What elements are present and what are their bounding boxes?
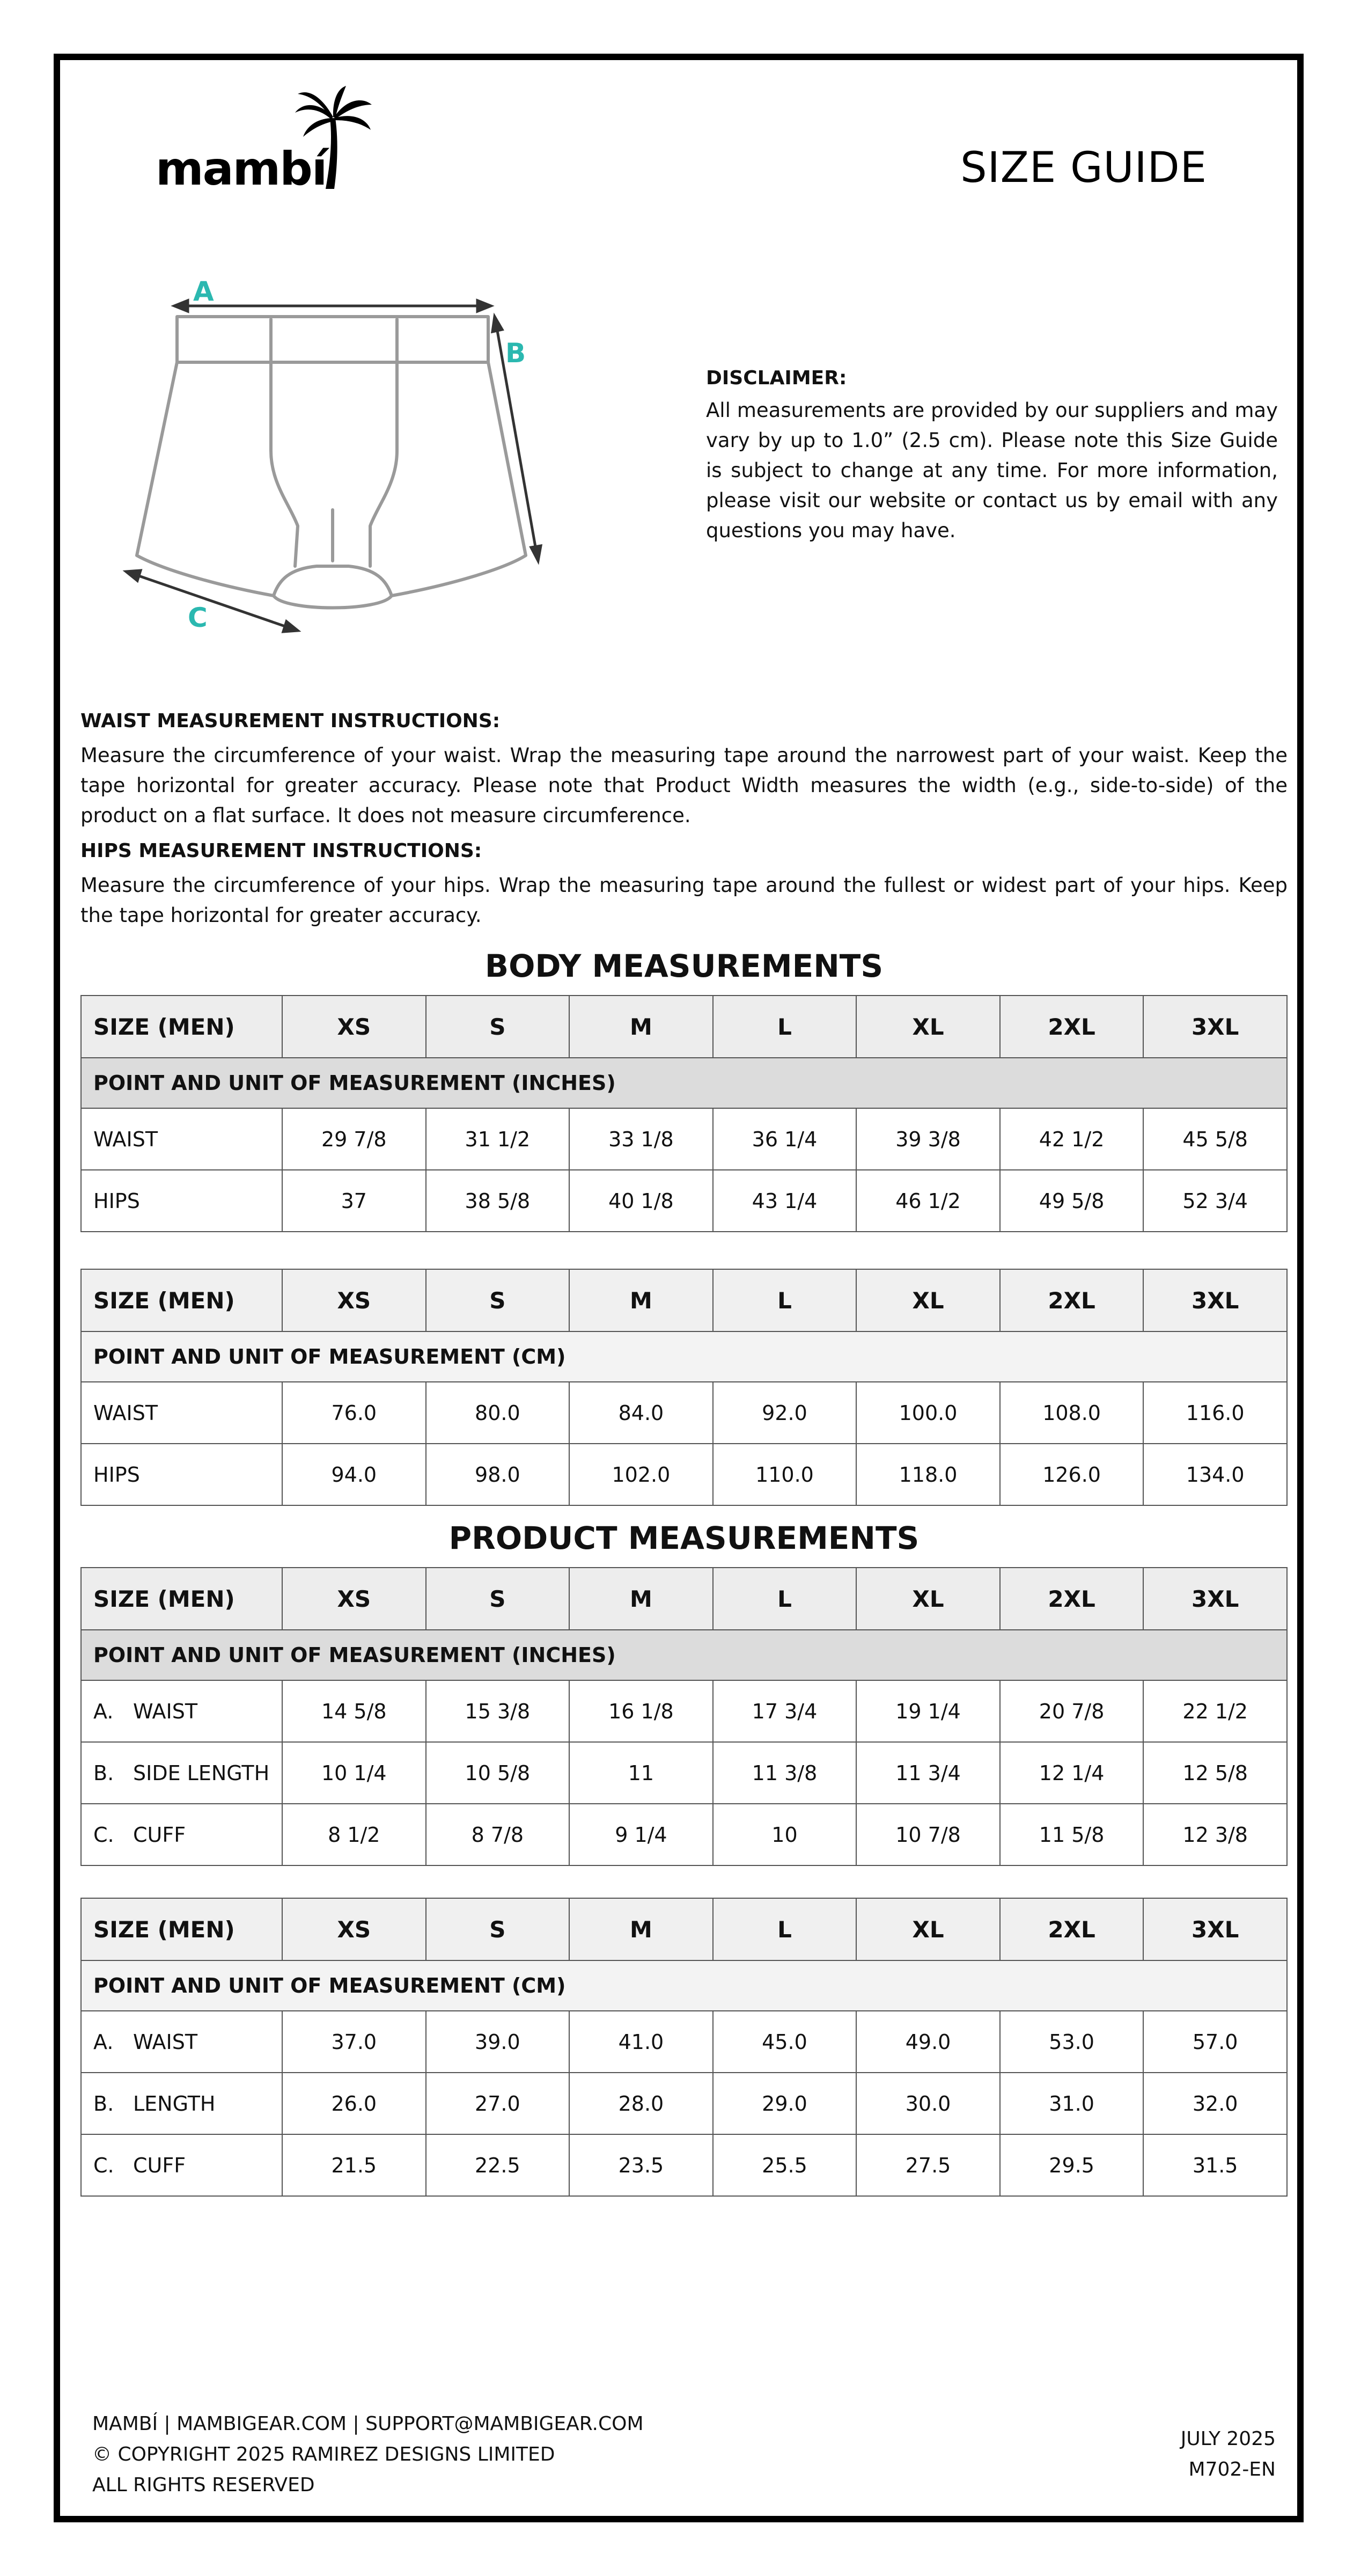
header-cell: S xyxy=(426,1568,570,1630)
table-row xyxy=(81,2134,1287,2196)
brand-logo xyxy=(156,86,392,196)
table-cell: 31.0 xyxy=(1000,2073,1144,2134)
table-cell: 80.0 xyxy=(426,1382,570,1444)
row-label-text: WAIST xyxy=(133,2030,198,2054)
table-cell: 10 1/4 xyxy=(282,1742,426,1804)
table-cell: 20 7/8 xyxy=(1000,1680,1144,1742)
row-label: WAIST xyxy=(81,1108,282,1170)
header-cell: 3XL xyxy=(1143,996,1287,1058)
table-cell: 31.5 xyxy=(1143,2134,1287,2196)
table-cell: 39.0 xyxy=(426,2011,570,2073)
table-cell: 12 5/8 xyxy=(1143,1742,1287,1804)
row-letter: A. xyxy=(93,2030,114,2054)
subheader-cell: POINT AND UNIT OF MEASUREMENT (INCHES) xyxy=(81,1058,1287,1108)
table-cell: 57.0 xyxy=(1143,2011,1287,2073)
subheader-cell: POINT AND UNIT OF MEASUREMENT (CM) xyxy=(81,1960,1287,2011)
table-cell: 42 1/2 xyxy=(1000,1108,1144,1170)
row-label xyxy=(81,2011,282,2073)
hips-instructions-text: Measure the circumference of your hips. Wrap the measuring tape around the fullest or widest part of your hips. Keep the tape horizontal for greater accuracy. xyxy=(80,874,1288,927)
header-cell: M xyxy=(569,1568,713,1630)
row-label xyxy=(81,2073,282,2134)
header-cell: 2XL xyxy=(1000,1898,1144,1960)
table-cell: 19 1/4 xyxy=(856,1680,1000,1742)
table-subheader-row xyxy=(81,1058,1287,1108)
boxer-brief-diagram xyxy=(118,268,558,644)
table-cell: 28.0 xyxy=(569,2073,713,2134)
table-cell: 22 1/2 xyxy=(1143,1680,1287,1742)
table-cell: 100.0 xyxy=(856,1382,1000,1444)
header-cell: XL xyxy=(856,1898,1000,1960)
table-cell: 17 3/4 xyxy=(713,1680,857,1742)
disclaimer-text: All measurements are provided by our suppliers and may vary by up to 1.0” (2.5 cm). Please note this Size Guide is subject to change at any time. For more information, please visit our website or contact us by email with any questions you may have. xyxy=(706,399,1278,542)
footer-rights: ALL RIGHTS RESERVED xyxy=(92,2474,315,2496)
page-title: SIZE GUIDE xyxy=(960,144,1207,192)
table-row xyxy=(81,2011,1287,2073)
table-cell: 45 5/8 xyxy=(1143,1108,1287,1170)
table-cell: 11 5/8 xyxy=(1000,1804,1144,1865)
header-cell: M xyxy=(569,1269,713,1331)
label-b: B xyxy=(505,338,526,369)
table-row xyxy=(81,1444,1287,1505)
table-cell: 94.0 xyxy=(282,1444,426,1505)
logo-wordmark: mambí xyxy=(156,142,327,196)
row-label-text: CUFF xyxy=(133,2153,186,2177)
table-cell: 39 3/8 xyxy=(856,1108,1000,1170)
table-cell: 76.0 xyxy=(282,1382,426,1444)
row-label-text: WAIST xyxy=(133,1699,198,1723)
row-label xyxy=(81,1742,282,1804)
table-cell: 14 5/8 xyxy=(282,1680,426,1742)
header-cell: XS xyxy=(282,996,426,1058)
row-label-text: SIDE LENGTH xyxy=(133,1761,270,1785)
label-a: A xyxy=(193,276,214,307)
row-label xyxy=(81,2134,282,2196)
body-cm-table xyxy=(80,1269,1288,1506)
table-cell: 10 7/8 xyxy=(856,1804,1000,1865)
table-cell: 98.0 xyxy=(426,1444,570,1505)
subheader-cell: POINT AND UNIT OF MEASUREMENT (CM) xyxy=(81,1331,1287,1382)
header-cell: L xyxy=(713,996,857,1058)
header-cell: M xyxy=(569,996,713,1058)
table-cell: 27.0 xyxy=(426,2073,570,2134)
table-cell: 38 5/8 xyxy=(426,1170,570,1232)
table-cell: 12 1/4 xyxy=(1000,1742,1144,1804)
row-letter: A. xyxy=(93,1699,114,1723)
table-cell: 46 1/2 xyxy=(856,1170,1000,1232)
table-cell: 29.0 xyxy=(713,2073,857,2134)
disclaimer xyxy=(706,367,1278,546)
header-cell: SIZE (MEN) xyxy=(81,1898,282,1960)
header-cell: 2XL xyxy=(1000,1269,1144,1331)
row-letter: B. xyxy=(93,1761,114,1785)
table-cell: 22.5 xyxy=(426,2134,570,2196)
table-cell: 8 1/2 xyxy=(282,1804,426,1865)
table-header-row xyxy=(81,1898,1287,1960)
header-cell: S xyxy=(426,996,570,1058)
header-cell: XS xyxy=(282,1269,426,1331)
header-cell: XS xyxy=(282,1568,426,1630)
table-subheader-row xyxy=(81,1960,1287,2011)
footer-copyright: © COPYRIGHT 2025 RAMIREZ DESIGNS LIMITED xyxy=(92,2443,555,2465)
body-measurements-title: BODY MEASUREMENTS xyxy=(484,948,884,984)
waist-instructions-text: Measure the circumference of your waist. Wrap the measuring tape around the narrowest part of your waist. Keep the tape horizontal for greater accuracy. Please note that Product Width measures the width (e.g., side-to-side) of the product on a flat surface. It does not measure circumference. xyxy=(80,744,1288,827)
footer-meta xyxy=(1181,2424,1276,2485)
table-cell: 108.0 xyxy=(1000,1382,1144,1444)
table-row xyxy=(81,2073,1287,2134)
row-label: WAIST xyxy=(81,1382,282,1444)
header-cell: 3XL xyxy=(1143,1568,1287,1630)
header-cell: SIZE (MEN) xyxy=(81,996,282,1058)
row-label-text: CUFF xyxy=(133,1823,186,1847)
row-label: HIPS xyxy=(81,1444,282,1505)
header-cell: S xyxy=(426,1269,570,1331)
table-cell: 134.0 xyxy=(1143,1444,1287,1505)
table-cell: 26.0 xyxy=(282,2073,426,2134)
table-cell: 10 xyxy=(713,1804,857,1865)
table-cell: 12 3/8 xyxy=(1143,1804,1287,1865)
header-cell: S xyxy=(426,1898,570,1960)
table-cell: 92.0 xyxy=(713,1382,857,1444)
header-cell: SIZE (MEN) xyxy=(81,1568,282,1630)
table-cell: 110.0 xyxy=(713,1444,857,1505)
table-cell: 11 3/8 xyxy=(713,1742,857,1804)
table-cell: 9 1/4 xyxy=(569,1804,713,1865)
disclaimer-heading: DISCLAIMER: xyxy=(706,367,847,389)
table-cell: 10 5/8 xyxy=(426,1742,570,1804)
table-cell: 16 1/8 xyxy=(569,1680,713,1742)
table-subheader-row xyxy=(81,1630,1287,1680)
table-row xyxy=(81,1742,1287,1804)
table-cell: 33 1/8 xyxy=(569,1108,713,1170)
header-cell: XS xyxy=(282,1898,426,1960)
table-cell: 84.0 xyxy=(569,1382,713,1444)
measurement-instructions xyxy=(80,707,1288,937)
table-cell: 11 3/4 xyxy=(856,1742,1000,1804)
table-cell: 29.5 xyxy=(1000,2134,1144,2196)
header-cell: XL xyxy=(856,1568,1000,1630)
header-cell: XL xyxy=(856,996,1000,1058)
row-label xyxy=(81,1804,282,1865)
footer-contact: MAMBÍ | MAMBIGEAR.COM | SUPPORT@MAMBIGEAR.COM xyxy=(92,2413,644,2435)
table-header-row xyxy=(81,996,1287,1058)
table-cell: 40 1/8 xyxy=(569,1170,713,1232)
table-cell: 25.5 xyxy=(713,2134,857,2196)
table-cell: 118.0 xyxy=(856,1444,1000,1505)
table-cell: 27.5 xyxy=(856,2134,1000,2196)
hips-instructions-heading: HIPS MEASUREMENT INSTRUCTIONS: xyxy=(80,840,482,862)
product-inches-table xyxy=(80,1567,1288,1866)
table-cell: 45.0 xyxy=(713,2011,857,2073)
table-cell: 52 3/4 xyxy=(1143,1170,1287,1232)
table-cell: 116.0 xyxy=(1143,1382,1287,1444)
table-subheader-row xyxy=(81,1331,1287,1382)
table-cell: 31 1/2 xyxy=(426,1108,570,1170)
header-cell: 3XL xyxy=(1143,1898,1287,1960)
table-cell: 8 7/8 xyxy=(426,1804,570,1865)
table-row xyxy=(81,1382,1287,1444)
table-cell: 23.5 xyxy=(569,2134,713,2196)
header-cell: L xyxy=(713,1898,857,1960)
table-cell: 102.0 xyxy=(569,1444,713,1505)
table-cell: 21.5 xyxy=(282,2134,426,2196)
header-cell: L xyxy=(713,1568,857,1630)
table-header-row xyxy=(81,1568,1287,1630)
footer-doc-code: M702-EN xyxy=(1188,2458,1276,2480)
table-header-row xyxy=(81,1269,1287,1331)
table-cell: 30.0 xyxy=(856,2073,1000,2134)
table-cell: 37.0 xyxy=(282,2011,426,2073)
table-cell: 36 1/4 xyxy=(713,1108,857,1170)
table-cell: 29 7/8 xyxy=(282,1108,426,1170)
table-cell: 32.0 xyxy=(1143,2073,1287,2134)
table-row xyxy=(81,1680,1287,1742)
header-cell: SIZE (MEN) xyxy=(81,1269,282,1331)
subheader-cell: POINT AND UNIT OF MEASUREMENT (INCHES) xyxy=(81,1630,1287,1680)
waist-instructions-heading: WAIST MEASUREMENT INSTRUCTIONS: xyxy=(80,710,501,732)
table-cell: 53.0 xyxy=(1000,2011,1144,2073)
product-cm-table xyxy=(80,1898,1288,2197)
header-cell: 2XL xyxy=(1000,1568,1144,1630)
waistband-outline xyxy=(177,317,488,362)
table-row xyxy=(81,1108,1287,1170)
footer-info xyxy=(92,2409,644,2500)
label-c: C xyxy=(188,602,208,633)
product-measurements-title: PRODUCT MEASUREMENTS xyxy=(448,1520,920,1556)
header-cell: XL xyxy=(856,1269,1000,1331)
row-label: HIPS xyxy=(81,1170,282,1232)
row-label xyxy=(81,1680,282,1742)
row-letter: C. xyxy=(93,1823,114,1847)
table-cell: 37 xyxy=(282,1170,426,1232)
table-cell: 126.0 xyxy=(1000,1444,1144,1505)
header-cell: 2XL xyxy=(1000,996,1144,1058)
row-letter: C. xyxy=(93,2153,114,2177)
table-cell: 49.0 xyxy=(856,2011,1000,2073)
row-letter: B. xyxy=(93,2091,114,2116)
table-cell: 49 5/8 xyxy=(1000,1170,1144,1232)
table-cell: 11 xyxy=(569,1742,713,1804)
header-cell: M xyxy=(569,1898,713,1960)
header-cell: 3XL xyxy=(1143,1269,1287,1331)
table-row xyxy=(81,1804,1287,1865)
row-label-text: LENGTH xyxy=(133,2091,216,2116)
table-cell: 43 1/4 xyxy=(713,1170,857,1232)
table-row xyxy=(81,1170,1287,1232)
header-cell: L xyxy=(713,1269,857,1331)
table-cell: 15 3/8 xyxy=(426,1680,570,1742)
table-cell: 41.0 xyxy=(569,2011,713,2073)
body-inches-table xyxy=(80,995,1288,1232)
footer-date: JULY 2025 xyxy=(1180,2428,1276,2450)
